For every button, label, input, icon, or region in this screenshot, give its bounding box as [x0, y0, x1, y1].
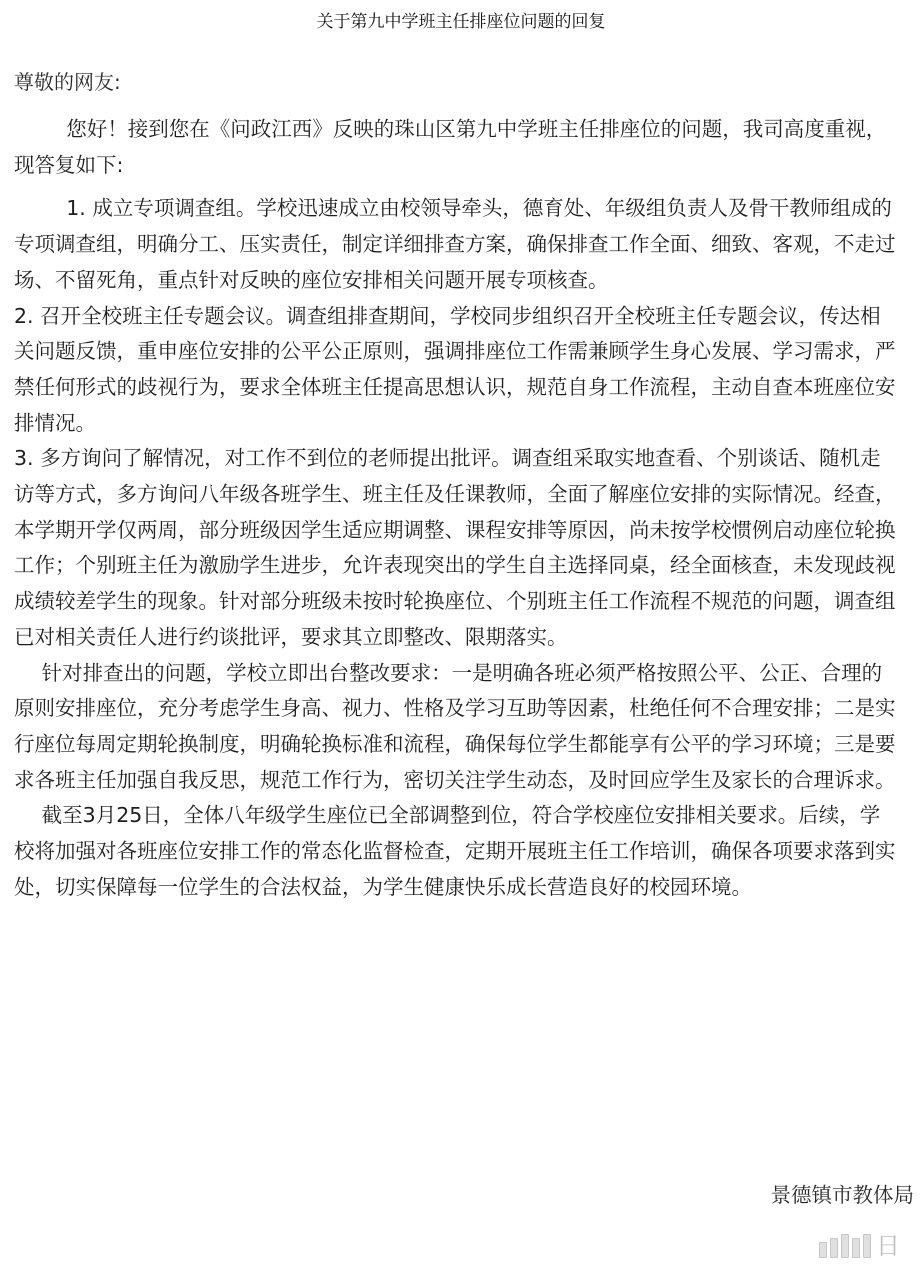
paragraph-intro: 您好！接到您在《问政江西》反映的珠山区第九中学班主任排座位的问题，我司高度重视，现答复如下:	[14, 117, 887, 177]
watermark-logo	[819, 1234, 900, 1258]
watermark-bar-icon	[841, 1234, 849, 1258]
signature: 景德镇市教体局	[770, 1183, 914, 1207]
paragraph-conclusion: 截至3月25日，全体八年级学生座位已全部调整到位，符合学校座位安排相关要求。后续，学校将加强对各班座位安排工作的常态化监督检查，定期开展班主任工作培训，确保各项要求落到实处，切实保障每一位学生的合法权益，为学生健康快乐成长营造良好的校园环境。	[14, 803, 896, 899]
paragraph-item-2: 2. 召开全校班主任专题会议。调查组排查期间，学校同步组织召开全校班主任专题会议，传达相关问题反馈，重申座位安排的公平公正原则，强调排座位工作需兼顾学生身心发展、学习需求，严禁任何形式的歧视行为，要求全体班主任提高思想认识，规范自身工作流程，主动自查本班座位安排情况。	[14, 303, 896, 435]
watermark-bar-icon	[819, 1242, 827, 1258]
paragraph-item-1: 1. 成立专项调查组。学校迅速成立由校领导牵头，德育处、年级组负责人及骨干教师组成的专项调查组，明确分工、压实责任，制定详细排查方案，确保排查工作全面、细致、客观，不走过场、不留死角，重点针对反映的座位安排相关问题开展专项核查。	[14, 196, 896, 292]
paragraph-rectification: 针对排查出的问题，学校立即出台整改要求：一是明确各班必须严格按照公平、公正、合理的原则安排座位，充分考虑学生身高、视力、性格及学习互助等因素，杜绝任何不合理安排；二是实行座位每周定期轮换制度，明确轮换标准和流程，确保每位学生都能享有公平的学习环境；三是要求各班主任加强自我反思，规范工作行为，密切关注学生动态，及时回应学生及家长的合理诉求。	[14, 660, 896, 792]
paragraph-item-3: 3. 多方询问了解情况，对工作不到位的老师提出批评。调查组采取实地查看、个别谈话、随机走访等方式，多方询问八年级各班学生、班主任及任课教师，全面了解座位安排的实际情况。经查，本学期开学仅两周，部分班级因学生适应期调整、课程安排等原因，尚未按学校惯例启动座位轮换工作；个别班主任为激励学生进步，允许表现突出的学生自主选择同桌，经全面核查，未发现歧视成绩较差学生的现象。针对部分班级未按时轮换座位、个别班主任工作流程不规范的问题，调查组已对相关责任人进行约谈批评，要求其立即整改、限期落实。	[14, 446, 896, 649]
document-title: 关于第九中学班主任排座位问题的回复	[316, 12, 606, 32]
document-body	[14, 112, 899, 905]
salutation: 尊敬的网友:	[14, 70, 121, 94]
watermark-bar-icon	[863, 1234, 871, 1258]
watermark-bar-icon	[830, 1238, 838, 1258]
watermark-glyph: 日	[876, 1232, 900, 1260]
watermark-bar-icon	[852, 1238, 860, 1258]
